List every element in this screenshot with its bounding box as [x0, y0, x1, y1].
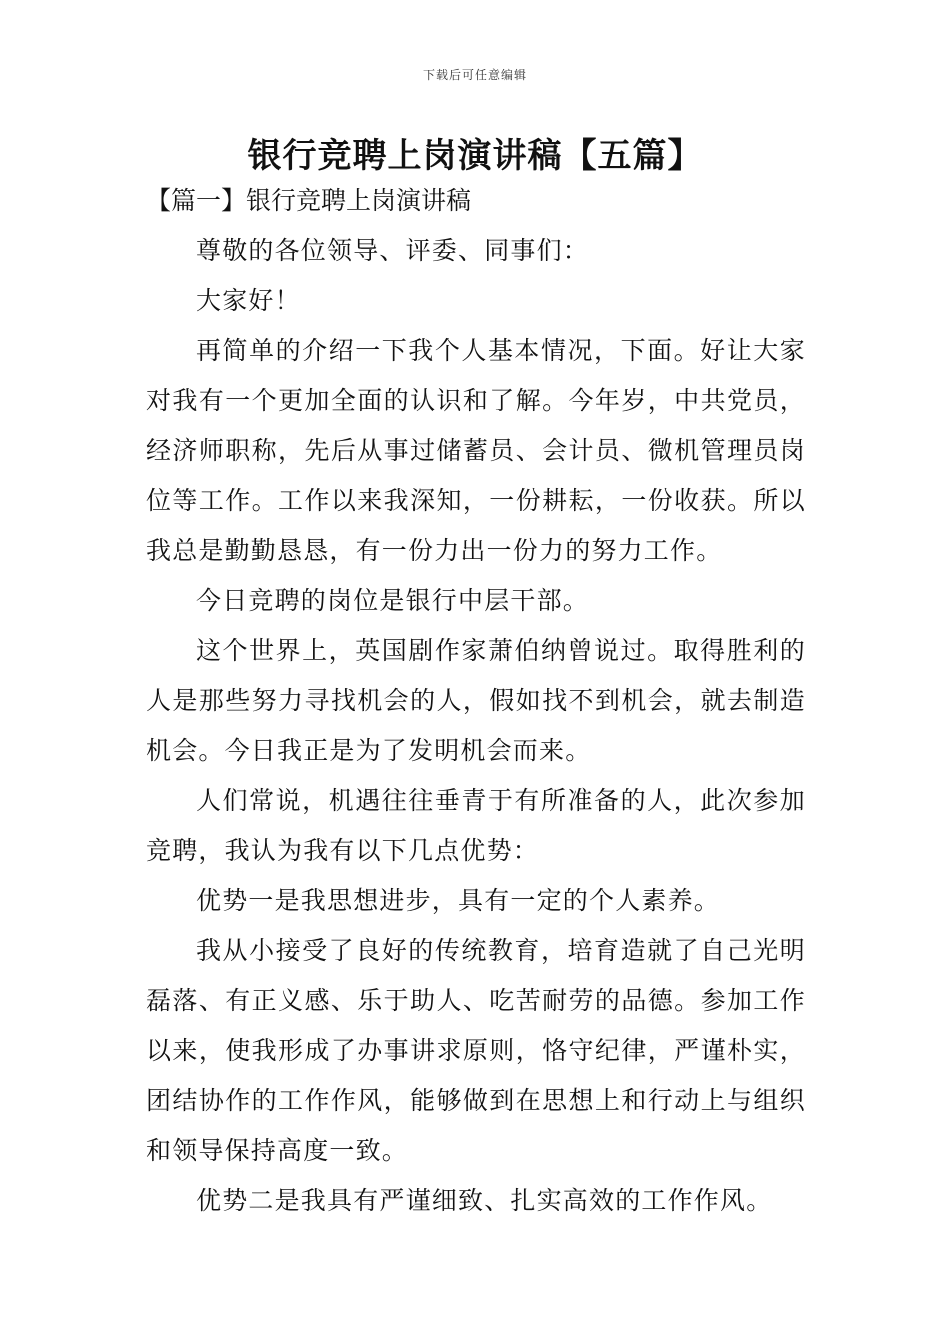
paragraph-greeting: 大家好！: [196, 286, 301, 315]
header-note: 下载后可任意编辑: [422, 68, 527, 82]
paragraph-advantage-one-detail: 我从小接受了良好的传统教育，培育造就了自己光明磊落、有正义感、乐于助人、吃苦耐劳的品德。参加工作以来，使我形成了办事讲求原则，恪守纪律，严谨朴实，团结协作的工作作风，能够做到在思想上和行动上与组织和领导保持高度一致。: [146, 936, 806, 1165]
paragraph-advantages-intro: 人们常说，机遇往往垂青于有所准备的人，此次参加竞聘，我认为我有以下几点优势：: [146, 786, 806, 865]
paragraph-advantage-two: 优势二是我具有严谨细致、扎实高效的工作作风。: [196, 1186, 773, 1215]
paragraph-position: 今日竞聘的岗位是银行中层干部。: [196, 586, 590, 615]
paragraph-quote: 这个世界上，英国剧作家萧伯纳曾说过。取得胜利的人是那些努力寻找机会的人，假如找不到机会，就去制造机会。今日我正是为了发明机会而来。: [146, 636, 806, 765]
document-title: 银行竞聘上岗演讲稿【五篇】: [247, 136, 703, 176]
paragraph-salutation: 尊敬的各位领导、评委、同事们：: [196, 236, 590, 265]
document-body: [146, 176, 806, 1226]
paragraph-advantage-one: 优势一是我思想进步，具有一定的个人素养。: [196, 886, 721, 915]
section-heading: 【篇一】银行竞聘上岗演讲稿: [146, 186, 472, 215]
paragraph-self-introduction: 再简单的介绍一下我个人基本情况，下面。好让大家对我有一个更加全面的认识和了解。今年岁，中共党员，经济师职称，先后从事过储蓄员、会计员、微机管理员岗位等工作。工作以来我深知，一份耕耘，一份收获。所以我总是勤勤恳恳，有一份力出一份力的努力工作。: [146, 336, 806, 565]
